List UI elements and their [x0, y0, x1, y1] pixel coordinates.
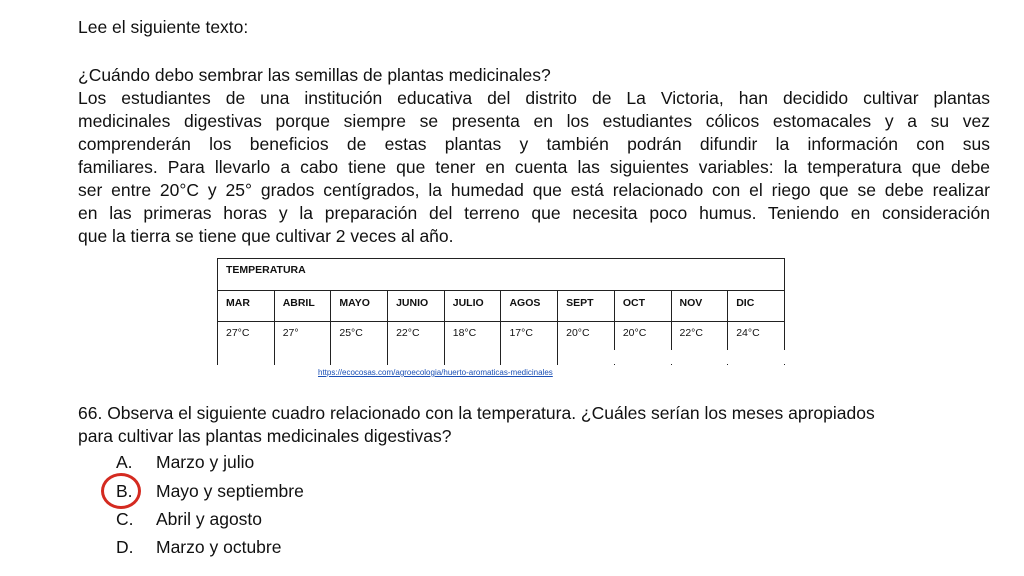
option-text: Mayo y septiembre — [156, 481, 304, 501]
temperature-table — [217, 258, 785, 365]
paragraph-line: comprenderán los beneficios de estas plantas y también podrán difundir la información con sus — [78, 134, 990, 154]
paragraph-line: medicinales digestivas porque siempre se presenta en los estudiantes cólicos estomacales y a su vez — [78, 111, 990, 131]
temp-cell: 20°C — [614, 322, 671, 366]
paragraph-line: Los estudiantes de una institución educativa del distrito de La Victoria, han decidido cultivar plantas — [78, 88, 990, 108]
temp-cell: 22°C — [388, 322, 445, 366]
paragraph-line: en las primeras horas y la preparación del terreno que necesita poco humus. Teniendo en consideración — [78, 203, 990, 223]
temp-cell: 17°C — [501, 322, 558, 366]
month-cell: ABRIL — [274, 291, 331, 322]
answer-circle-mark — [101, 473, 141, 509]
table-title: TEMPERATURA — [218, 259, 785, 291]
table-row-months — [218, 291, 785, 322]
option-text: Marzo y octubre — [156, 537, 282, 557]
table-crop-mask — [584, 350, 794, 364]
option-letter: B. — [116, 481, 133, 501]
option-letter: D. — [116, 537, 134, 557]
option-text: Marzo y julio — [156, 452, 255, 472]
temp-cell: 22°C — [671, 322, 728, 366]
paragraph-line: familiares. Para llevarlo a cabo tiene que tener en cuenta las siguientes variables: la temperatura que debe — [78, 157, 990, 177]
heading: Lee el siguiente texto: — [78, 17, 249, 37]
temp-cell: 25°C — [331, 322, 388, 366]
source-link[interactable]: https://ecocosas.com/agroecologia/huerto-aromaticas-medicinales — [318, 368, 553, 377]
temp-cell: 18°C — [444, 322, 501, 366]
month-cell: AGOS — [501, 291, 558, 322]
temp-cell: 27°C — [218, 322, 275, 366]
month-cell: MAR — [218, 291, 275, 322]
month-cell: SEPT — [558, 291, 615, 322]
temp-cell: 24°C — [728, 322, 785, 366]
month-cell: NOV — [671, 291, 728, 322]
month-cell: JULIO — [444, 291, 501, 322]
month-cell: OCT — [614, 291, 671, 322]
question-66-line: 66. Observa el siguiente cuadro relacionado con la temperatura. ¿Cuáles serían los meses apropiados — [78, 403, 875, 423]
month-cell: DIC — [728, 291, 785, 322]
option-letter: A. — [116, 452, 133, 472]
temp-cell: 27° — [274, 322, 331, 366]
option-letter: C. — [116, 509, 134, 529]
paragraph-line: que la tierra se tiene que cultivar 2 veces al año. — [78, 226, 454, 246]
option-text: Abril y agosto — [156, 509, 263, 529]
temp-cell: 20°C — [558, 322, 615, 366]
question-title: ¿Cuándo debo sembrar las semillas de plantas medicinales? — [78, 65, 551, 85]
question-66-line: para cultivar las plantas medicinales digestivas? — [78, 426, 452, 446]
month-cell: MAYO — [331, 291, 388, 322]
month-cell: JUNIO — [388, 291, 445, 322]
paragraph-line: ser entre 20°C y 25° grados centígrados, la humedad que está relacionado con el riego que se debe realizar — [78, 180, 990, 200]
